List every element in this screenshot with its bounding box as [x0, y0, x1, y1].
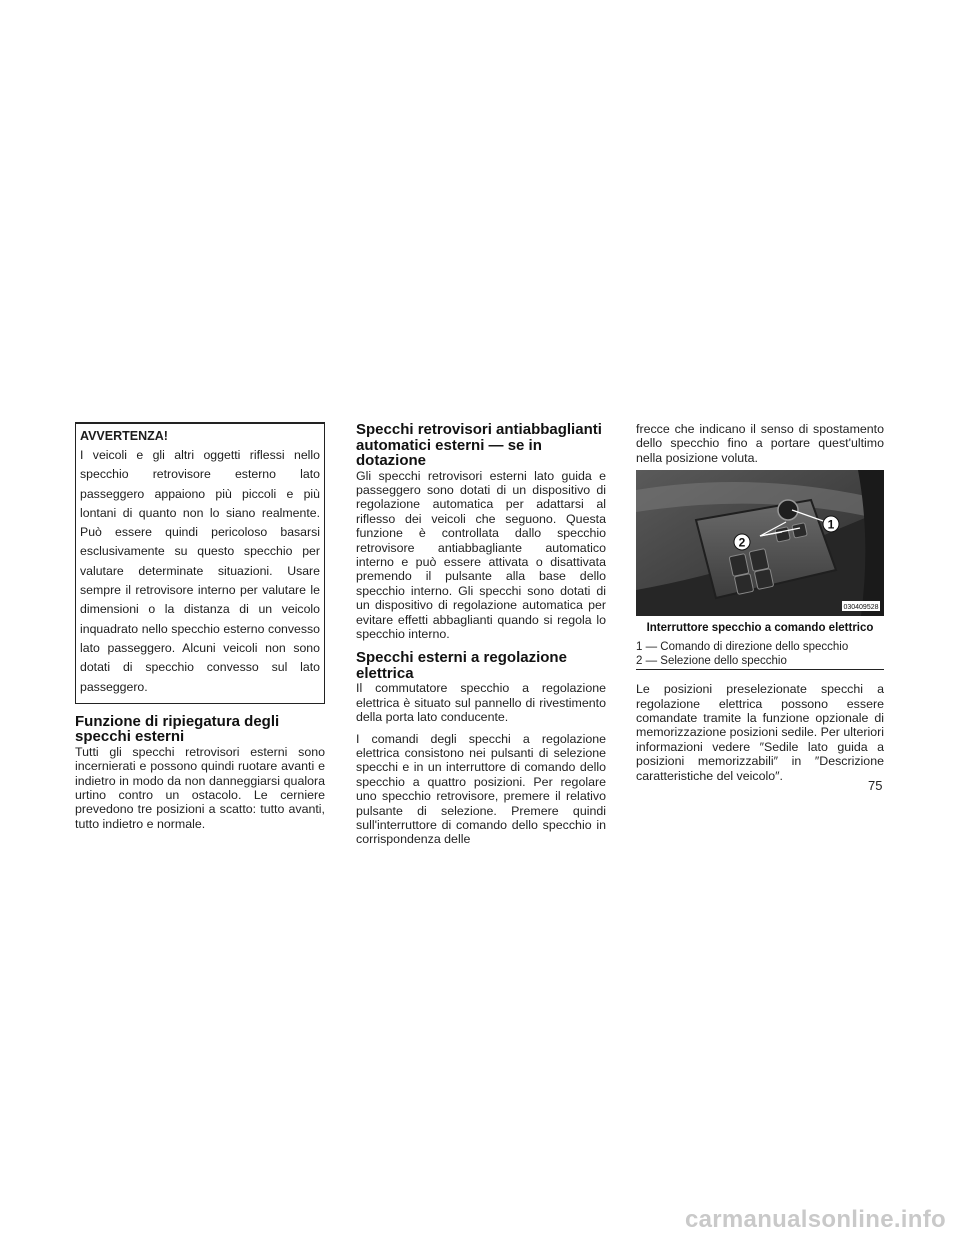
watermark: carmanualsonline.info: [684, 1206, 946, 1233]
legend-item-1: 1 — Comando di direzione dello specchio: [636, 641, 849, 654]
callout-2: 2: [738, 535, 746, 550]
figure-code: 030409528: [843, 604, 879, 612]
heading-folding-mirrors: Funzione di ripiegatura degli specchi esterni: [75, 712, 280, 746]
page-number: 75: [868, 778, 883, 793]
heading-auto-dimming-mirrors: Specchi retrovisori antiabbaglianti automatici esterni — se in dotazione: [356, 421, 602, 469]
column-right: [636, 422, 884, 783]
text-power-mirrors-controls: I comandi degli specchi a regolazione elettrica consistono nei pulsanti di selezione specchi e in un interruttore di comando dello specchio a quattro posizioni. Per regolare uno specchio retrovisore, premere il relativo pulsante di selezione. Premere quindi sull'interruttore di comando dello specchio in corrispondenza delle: [356, 731, 606, 847]
warning-box: [75, 422, 325, 704]
callout-1: 1: [827, 517, 835, 532]
legend-item-2: 2 — Selezione dello specchio: [636, 654, 787, 667]
text-power-mirrors-continued: frecce che indicano il senso di spostamento dello specchio fino a portare quest'ultimo nella posizione voluta.: [636, 422, 884, 465]
figure-legend: [636, 641, 884, 670]
figure-mirror-switch: [636, 470, 884, 616]
figure-caption: Interruttore specchio a comando elettrico: [646, 622, 874, 635]
column-middle: [356, 422, 606, 847]
warning-title: AVVERTENZA!: [80, 429, 168, 443]
heading-power-mirrors: Specchi esterni a regolazione elettrica: [356, 649, 567, 682]
text-power-mirrors-location: Il commutatore specchio a regolazione elettrica è situato sul pannello di rivestimento della porta lato conducente.: [356, 681, 606, 725]
text-auto-dimming-mirrors: Gli specchi retrovisori esterni lato guida e passeggero sono dotati di un dispositivo di regolazione automatica per adattarsi al riflesso dei veicoli che seguono. Questa funzione è controllata dallo specchio retrovisore antiabbagliante automatico interno e può essere attivata o disattivata premendo il pulsante alla base dello specchio interno. Gli specchi sono dotati di un dispositivo di regolazione automatica per evitare effetti abbaglianti quando si regola lo specchio interno.: [356, 468, 606, 641]
text-memory-mirrors: Le posizioni preselezionate specchi a regolazione elettrica possono essere comandate tramite la funzione opzionale di memorizzazione posizioni sedile. Per ulteriori informazioni vedere ″Sedile lato guida a posizioni memorizzabili″ in ″Descrizione caratteristiche del veicolo″.: [636, 682, 884, 783]
mirror-switch-photo: [636, 470, 884, 616]
warning-text: I veicoli e gli altri oggetti riflessi nello specchio retrovisore esterno lato passeggero appaiono più piccoli e più lontani di quanto non lo siano realmente. Può essere quindi pericoloso basarsi esclusivamente su questo specchio per valutare determinate situazioni. Usare sempre il retrovisore interno per valutare le dimensioni o la distanza di un veicolo inquadrato nello specchio esterno convesso lato passeggero. Alcuni veicoli non sono dotati di specchio convesso sul lato passeggero.: [80, 448, 320, 694]
text-folding-mirrors: Tutti gli specchi retrovisori esterni sono incernierati e possono quindi ruotare avanti e indietro in modo da non danneggiarsi qualora urtino contro un ostacolo. Le cerniere prevedono tre posizioni a scatto: tutto avanti, tutto indietro e normale.: [75, 744, 325, 831]
column-left: [75, 422, 325, 831]
